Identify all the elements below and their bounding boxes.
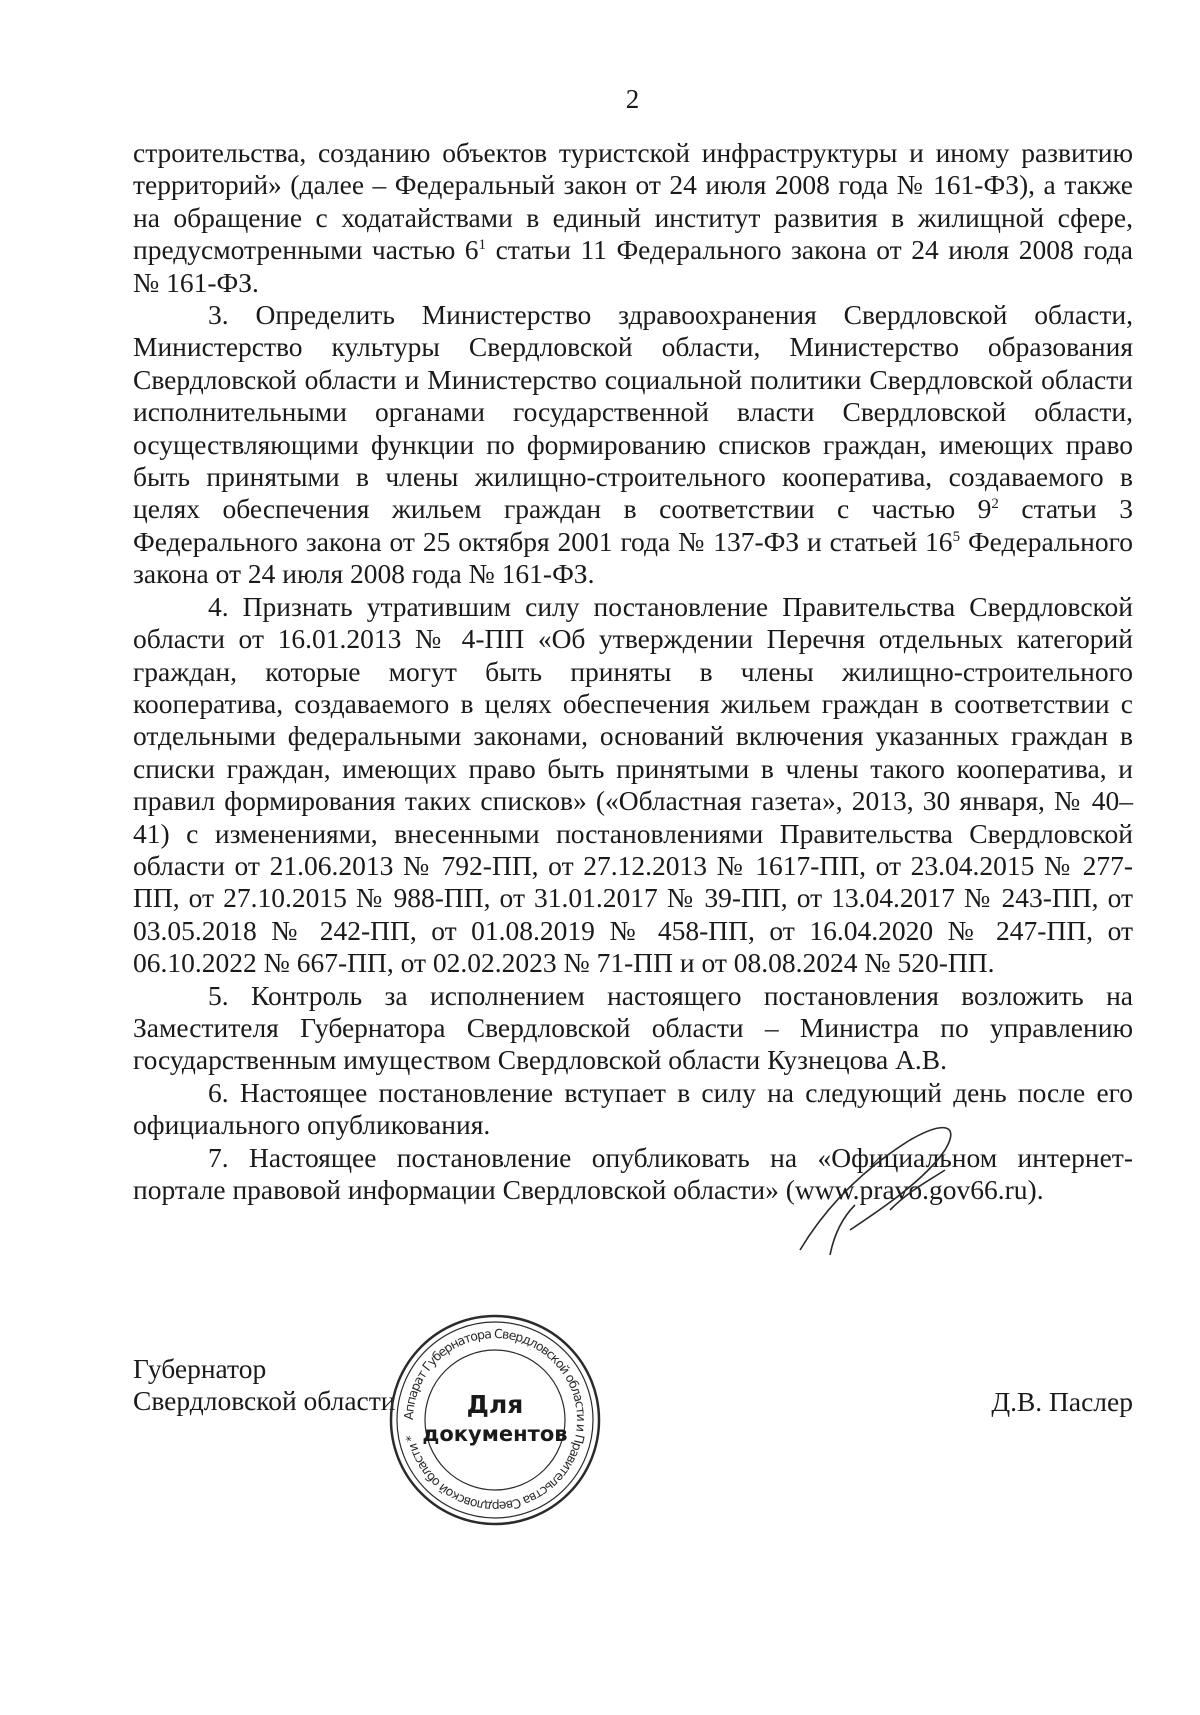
paragraph-item-6: 6. Настоящее постановление вступает в силу на следующий день после его официального опубликования.: [133, 1076, 1133, 1141]
signer-name: Д.В. Паслер: [991, 1386, 1133, 1417]
stamp-center-line1: Для: [466, 1390, 524, 1419]
signature-block: [133, 1353, 1133, 1473]
document-body: [133, 137, 1133, 1206]
page-number: 2: [625, 84, 640, 114]
paragraph-item-4: 4. Признать утратившим силу постановление Правительства Свердловской области от 16.01.2013 № 4-ПП «Об утверждении Перечня отдельных категорий граждан, которые могут быть приняты в члены жилищно-строительного кооператива, создаваемого в целях обеспечения жильем граждан в соответствии с отдельными федеральными законами, оснований включения указанных граждан в списки граждан, имеющих право быть принятыми в члены такого кооператива, и правил формирования таких списков» («Областная газета», 2013, 30 января, № 40–41) с изменениями, внесенными постановлениями Правительства Свердловской области от 21.06.2013 № 792-ПП, от 27.12.2013 № 1617-ПП, от 23.04.2015 № 277-ПП, от 27.10.2015 № 988-ПП, от 31.01.2017 № 39-ПП, от 13.04.2017 № 243-ПП, от 03.05.2018 № 242-ПП, от 01.08.2019 № 458-ПП, от 16.04.2020 № 247-ПП, от 06.10.2022 № 667-ПП, от 02.02.2023 № 71-ПП и от 08.08.2024 № 520-ПП.: [133, 590, 1133, 979]
paragraph-item-7: 7. Настоящее постановление опубликовать на «Официальном интернет-портале правовой информации Свердловской области» (www.pravo.gov66.ru).: [133, 1141, 1133, 1205]
official-stamp: [385, 1310, 605, 1530]
signer-title: [133, 1353, 396, 1417]
paragraph-item-5: 5. Контроль за исполнением настоящего постановления возложить на Заместителя Губернатора Свердловской области – Министра по управлению государственным имуществом Свердловской области Кузнецова А.В.: [133, 979, 1133, 1076]
svg-text:Аппарат Губернатора Свердловск: [401, 1326, 589, 1514]
signer-title-line1: Губернатор: [133, 1353, 267, 1384]
paragraph-item-3: 3. Определить Министерство здравоохранения Свердловской области, Министерство культуры Свердловской области, Министерство образования Свердловской области и Министерство социальной политики Свердловской области исполнительными органами государственной власти Свердловской области, осуществляющими функции по формированию списков граждан, имеющих право быть принятыми в члены жилищно-строительного кооператива, создаваемого в целях обеспечения жильем граждан в соответствии с частью $9^2$ статьи 3 Федерального закона от 25 октября 2001 года № 137-ФЗ и статьей $16^5$ Федерального закона от 24 июля 2008 года № 161-ФЗ.: [133, 299, 1133, 590]
stamp-center-line2: документов: [422, 1422, 568, 1446]
handwritten-signature: [760, 1110, 1000, 1260]
signer-title-line2: Свердловской области: [133, 1385, 396, 1416]
paragraph-continuation: строительства, созданию объектов туристской инфраструктуры и иному развитию территорий» (далее – Федеральный закон от 24 июля 2008 года № 161-ФЗ), а также на обращение с ходатайствами в единый институт развития в жилищной сфере, предусмотренными частью $6^1$ статьи 11 Федерального закона от 24 июля 2008 года № 161-ФЗ.: [133, 137, 1133, 298]
stamp-ring-text: Аппарат Губернатора Свердловской области и Правительства Свердловской области *: [400, 1325, 590, 1515]
